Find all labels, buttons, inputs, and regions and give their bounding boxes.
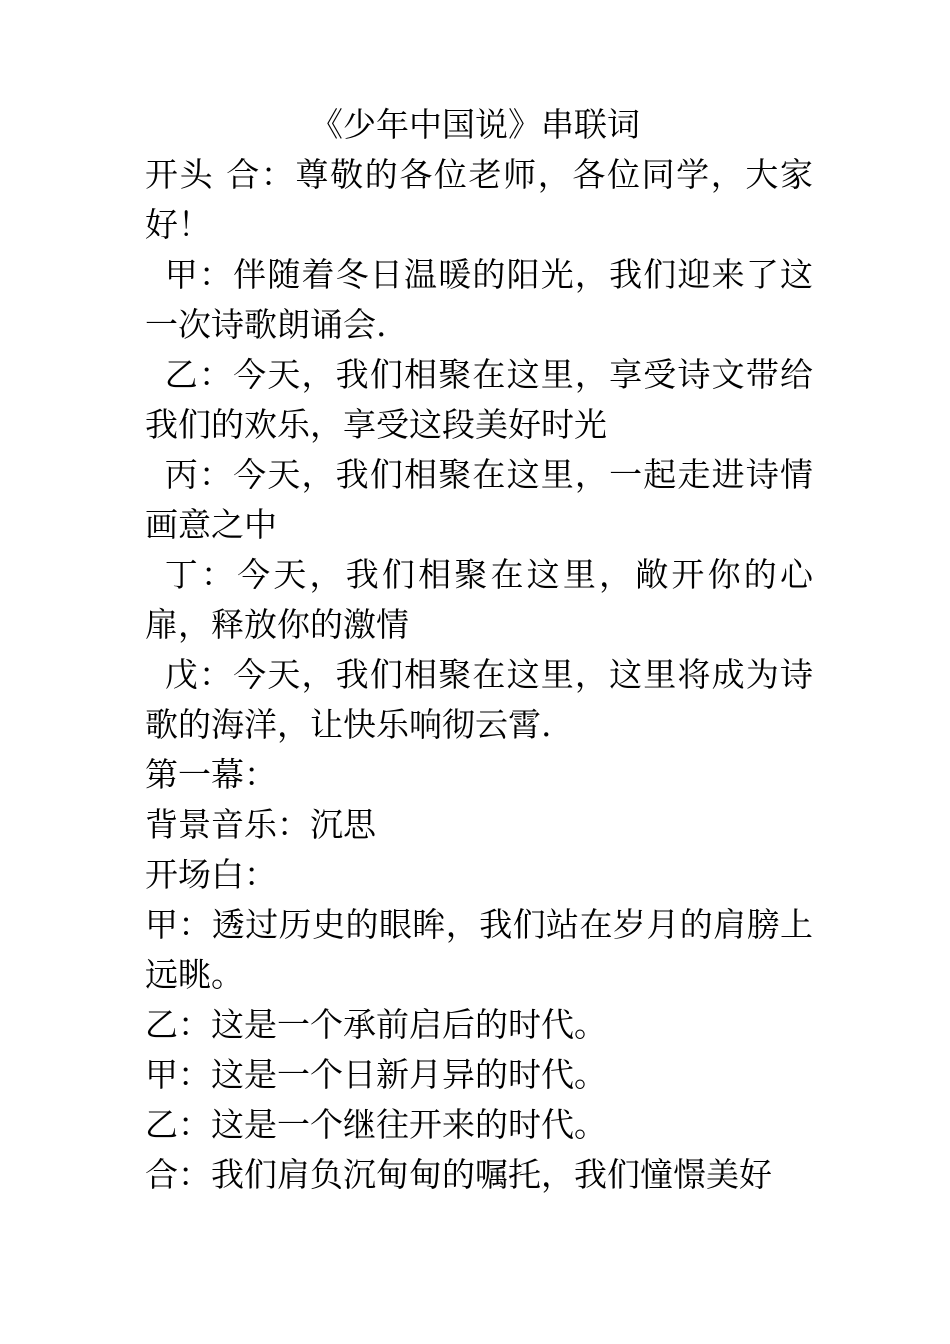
paragraph-bing: 丙：今天，我们相聚在这里，一起走进诗情画意之中 bbox=[145, 455, 813, 544]
paragraph-jia-1: 甲：伴随着冬日温暖的阳光，我们迎来了这一次诗歌朗诵会. bbox=[145, 255, 813, 344]
paragraph-yi-1: 乙：今天，我们相聚在这里，享受诗文带给我们的欢乐，享受这段美好时光 bbox=[145, 355, 813, 444]
paragraph-opening-remarks: 开场白： bbox=[145, 855, 277, 894]
paragraph-jia-3: 甲：这是一个日新月异的时代。 bbox=[145, 1055, 607, 1094]
paragraph-act-one: 第一幕： bbox=[145, 755, 277, 794]
paragraph-background-music: 背景音乐：沉思 bbox=[145, 805, 376, 844]
paragraph-ding: 丁：今天，我们相聚在这里，敞开你的心扉，释放你的激情 bbox=[145, 555, 813, 644]
paragraph-opening: 开头 合：尊敬的各位老师，各位同学，大家好！ bbox=[145, 155, 813, 244]
paragraph-together: 合：我们肩负沉甸甸的嘱托，我们憧憬美好 bbox=[145, 1155, 772, 1194]
paragraph-yi-2: 乙：这是一个承前启后的时代。 bbox=[145, 1005, 607, 1044]
paragraph-yi-3: 乙：这是一个继往开来的时代。 bbox=[145, 1105, 607, 1144]
document-body bbox=[145, 150, 813, 1200]
document-title: 《少年中国说》串联词 bbox=[310, 105, 640, 144]
paragraph-jia-2: 甲：透过历史的眼眸，我们站在岁月的肩膀上远眺。 bbox=[145, 905, 813, 994]
paragraph-wu: 戊：今天，我们相聚在这里，这里将成为诗歌的海洋，让快乐响彻云霄. bbox=[145, 655, 813, 744]
